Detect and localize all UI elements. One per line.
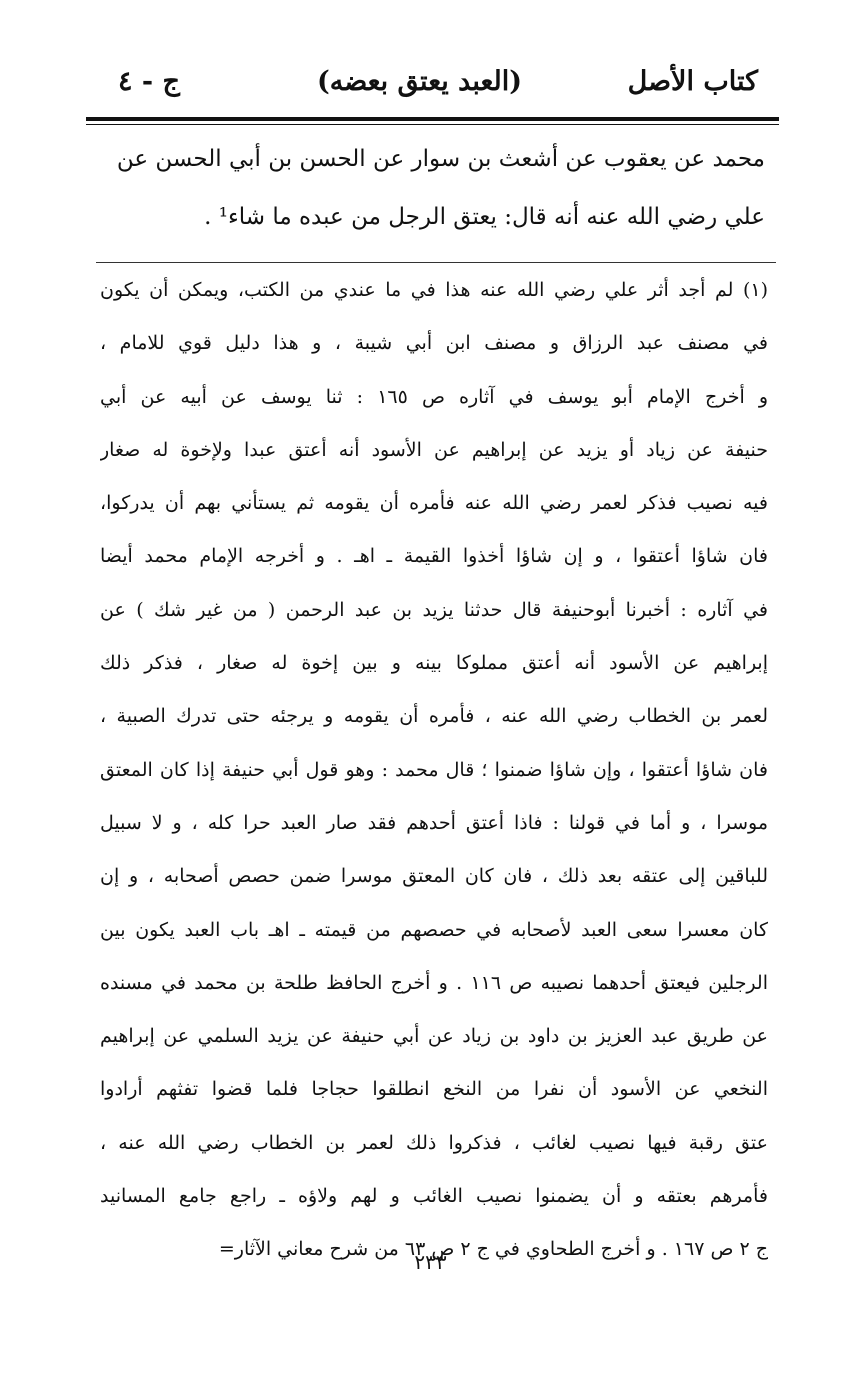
- footnote-line: للباقين إلى عتقه بعد ذلك ، فان كان المعتق موسرا ضمن حصص أصحابه ، و إن: [100, 865, 768, 888]
- footnote-line: فأمرهم بعتقه و أن يضمنوا نصيب الغائب و لهم ولاؤه ـ راجع جامع المسانيد: [100, 1185, 768, 1208]
- main-text-line: محمد عن يعقوب عن أشعث بن سوار عن الحسن بن أبي الحسن عن: [116, 146, 765, 172]
- footnote-line: و أخرج الإمام أبو يوسف في آثاره ص ١٦٥ : ثنا يوسف عن أبيه عن أبي: [100, 385, 768, 408]
- footnote-line: عن طريق عبد العزيز بن داود بن زياد عن أبي حنيفة عن يزيد السلمي عن إبراهيم: [100, 1025, 768, 1048]
- footnote-line: الرجلين فيعتق أحدهما نصيبه ص ١١٦ . و أخرج الحافظ طلحة بن محمد في مسنده: [100, 971, 768, 994]
- page-number: ٢٣٣: [414, 1250, 447, 1274]
- footnote-line: في آثاره : أخبرنا أبوحنيفة قال حدثنا يزيد بن عبد الرحمن ( من غير شك ) عن: [100, 598, 768, 621]
- footnote-line: ج ٢ ص ١٦٧ . و أخرج الطحاوي في ج ٢ ص ٦٣ من شرح معاني الآثار=: [218, 1238, 768, 1261]
- footnote-line: موسرا ، و أما في قولنا : فاذا أعتق أحدهم فقد صار العبد حرا كله ، و لا سبيل: [100, 811, 768, 834]
- footnote-separator: [96, 262, 776, 263]
- main-text-line: علي رضي الله عنه أنه قال: يعتق الرجل من عبده ما شاء¹ .: [204, 204, 765, 230]
- footnote-line: فان شاؤا أعتقوا ، وإن شاؤا ضمنوا ؛ قال محمد : وهو قول أبي حنيفة إذا كان المعتق: [100, 758, 768, 781]
- volume-number: ج - ٤: [118, 66, 180, 97]
- main-text-block: [110, 130, 765, 246]
- footnote-line: النخعي عن الأسود أن نفرا من النخع انطلقوا حجاجا فلما قضوا تفثهم أرادوا: [100, 1078, 768, 1101]
- header-rule-thick: [86, 117, 779, 121]
- book-title: كتاب الأصل: [627, 66, 758, 97]
- footnote-line: إبراهيم عن الأسود أنه أعتق مملوكا بينه و بين إخوة له صغار ، فذكر ذلك: [100, 652, 768, 675]
- footnote-line: كان معسرا سعى العبد لأصحابه في حصصهم من قيمته ـ اهـ باب العبد يكون بين: [100, 918, 768, 941]
- footnote-line: لعمر بن الخطاب رضي الله عنه ، فأمره أن يقومه و يرجئه حتى تدرك الصبية ،: [100, 705, 768, 728]
- footnote-line: فان شاؤا أعتقوا ، و إن شاؤا أخذوا القيمة ـ اهـ . و أخرجه الإمام محمد أيضا: [100, 545, 768, 568]
- footnote-line: في مصنف عبد الرزاق و مصنف ابن أبي شيبة ، و هذا دليل قوي للامام ،: [100, 332, 768, 355]
- footnote-line: حنيفة عن زياد أو يزيد عن إبراهيم عن الأسود أنه أعتق عبدا ولإخوة له صغار: [100, 438, 768, 461]
- chapter-title: (العبد يعتق بعضه): [316, 66, 522, 97]
- header-rule-thin: [86, 124, 779, 125]
- running-header: [90, 66, 780, 116]
- footnote-line: عتق رقبة فيها نصيب لغائب ، فذكروا ذلك لعمر بن الخطاب رضي الله عنه ،: [100, 1131, 768, 1154]
- footnote-line: فيه نصيب فذكر لعمر رضي الله عنه فأمره أن يقومه ثم يستأني بهم أن يدركوا،: [100, 492, 768, 515]
- footnotes-block: [100, 264, 768, 1277]
- footnote-line: (١) لم أجد أثر علي رضي الله عنه هذا في ما عندي من الكتب، ويمكن أن يكون: [100, 279, 768, 301]
